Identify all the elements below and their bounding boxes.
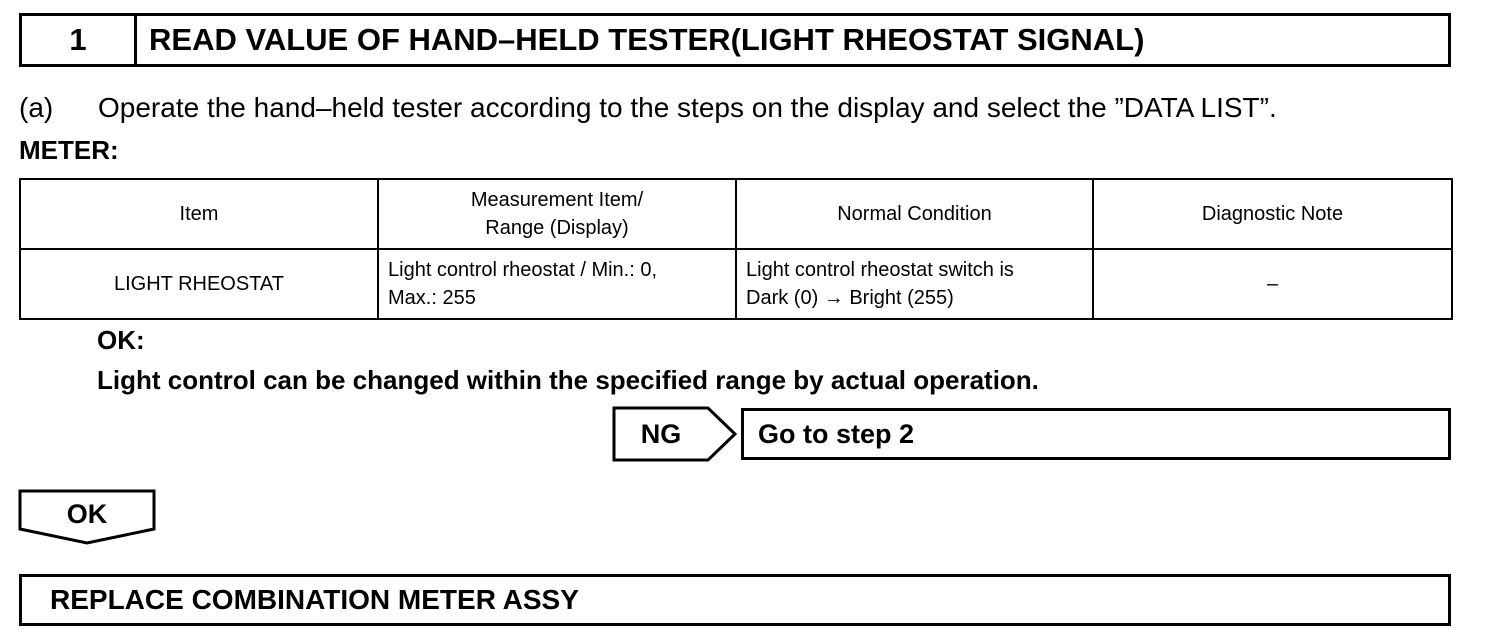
ng-label: NG bbox=[640, 418, 682, 449]
cell-measurement-line1: Light control rheostat / Min.: 0, bbox=[388, 259, 658, 281]
cell-measurement bbox=[378, 249, 736, 319]
header-measurement-line1: Measurement Item/ bbox=[470, 189, 644, 211]
header-measurement bbox=[378, 179, 736, 249]
header-normal-condition: Normal Condition bbox=[736, 179, 1093, 249]
instruction-line bbox=[19, 92, 1277, 124]
ng-target-box: Go to step 2 bbox=[741, 408, 1451, 460]
header-item: Item bbox=[20, 179, 378, 249]
ok-heading: OK: bbox=[97, 325, 145, 355]
final-action-box: REPLACE COMBINATION METER ASSY bbox=[19, 574, 1451, 626]
step-title: READ VALUE OF HAND–HELD TESTER(LIGHT RHEOSTAT SIGNAL) bbox=[149, 22, 1145, 57]
instruction-text: Operate the hand–held tester according to the steps on the display and select the ”DATA LIST”. bbox=[98, 92, 1277, 123]
cell-normal-line1: Light control rheostat switch is bbox=[746, 259, 1014, 281]
cell-measurement-line2: Max.: 255 bbox=[388, 287, 476, 309]
meter-heading: METER: bbox=[19, 135, 119, 165]
header-measurement-line2: Range (Display) bbox=[485, 217, 629, 239]
step-number: 1 bbox=[22, 16, 137, 64]
ok-arrow-label: OK bbox=[66, 498, 108, 529]
cell-normal-line2: Dark (0) → Bright (255) bbox=[746, 287, 954, 309]
header-diagnostic-note: Diagnostic Note bbox=[1093, 179, 1452, 249]
data-list-table bbox=[19, 178, 1453, 320]
cell-item: LIGHT RHEOSTAT bbox=[20, 249, 378, 319]
instruction-label: (a) bbox=[19, 92, 54, 123]
table-row bbox=[20, 249, 1452, 319]
step-header bbox=[19, 13, 1451, 67]
table-header-row bbox=[20, 179, 1452, 249]
cell-diagnostic-note: – bbox=[1093, 249, 1452, 319]
cell-normal-condition bbox=[736, 249, 1093, 319]
ok-statement: Light control can be changed within the specified range by actual operation. bbox=[97, 365, 1039, 395]
